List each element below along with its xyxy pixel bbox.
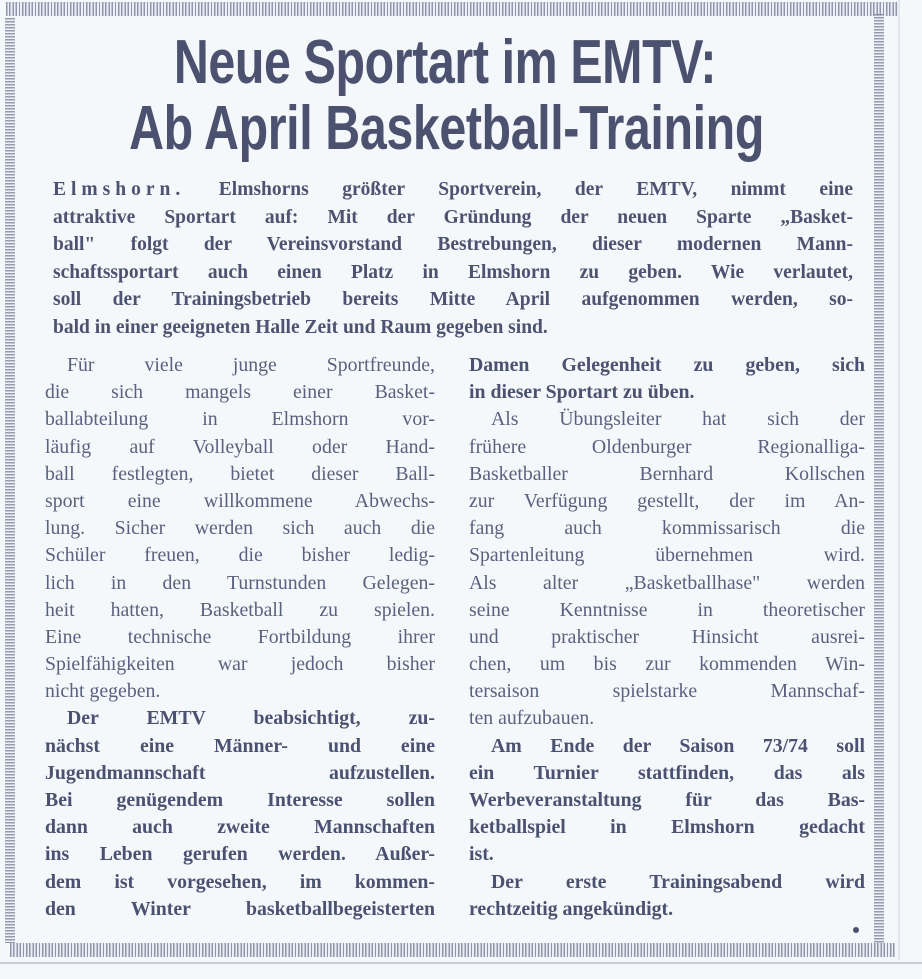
body-line: ist. — [469, 843, 494, 866]
body-line: Damen Gelegenheit zu geben, sich — [469, 354, 865, 376]
body-line: Jugendmannschaft aufzustellen. — [45, 761, 435, 784]
body-line: ballabteilung in Elmshorn vor- — [45, 408, 435, 431]
page-edge-shadow — [0, 962, 922, 964]
body-line: dann auch zweite Mannschaften — [45, 816, 435, 839]
lead-line: bald in einer geeigneten Halle Zeit und Raum gegeben sind. — [53, 316, 548, 338]
body-line: Am Ende der Saison 73/74 soll — [491, 734, 865, 757]
body-line: nächst eine Männer- und eine — [45, 734, 435, 757]
body-line: ball festlegten, bietet dieser Ball- — [45, 462, 435, 485]
lead-line: soll der Trainingsbetrieb bereits Mitte April aufgenommen werden, so- — [53, 289, 853, 311]
body-line: tersaison spielstarke Mannschaf- — [469, 680, 865, 703]
dateline: Elmshorn. — [53, 179, 186, 200]
article-column-left — [45, 352, 435, 923]
body-line: lung. Sicher werden sich auch die — [45, 517, 435, 540]
body-line: Spielfähigkeiten war jedoch bisher — [45, 653, 435, 676]
body-line: ein Turnier stattfinden, das als — [469, 761, 865, 784]
body-line: rechtzeitig angekündigt. — [469, 897, 674, 920]
body-line: ketballspiel in Elmshorn gedacht — [469, 816, 865, 839]
page-right-edge — [898, 0, 900, 960]
body-line: seine Kenntnisse in theoretischer — [469, 598, 865, 621]
body-line: Spartenleitung übernehmen wird. — [469, 544, 865, 567]
body-line: lich in den Turnstunden Gelegen- — [45, 571, 435, 594]
body-line: Der erste Trainingsabend wird — [491, 870, 865, 893]
body-line: den Winter basketballbegeisterten — [45, 897, 435, 920]
body-line: chen, um bis zur kommenden Win- — [469, 653, 865, 676]
body-line: nicht gegeben. — [45, 680, 161, 703]
body-line: zur Verfügung gestellt, der im An- — [469, 489, 865, 512]
body-line: läufig auf Volleyball oder Hand- — [45, 435, 435, 458]
body-line: Als Übungsleiter hat sich der — [491, 408, 865, 431]
article-column-right — [469, 352, 865, 923]
headline-line-2: Ab April Basketball-Training — [129, 94, 764, 163]
lead-line: attraktive Sportart auf: Mit der Gründung der neuen Sparte „Basket- — [53, 206, 853, 228]
lead-line: schaftssportart auch einen Platz in Elmshorn zu geben. Wie verlautet, — [53, 261, 853, 283]
body-line: frühere Oldenburger Regionalliga- — [469, 435, 865, 458]
body-line: Werbeveranstaltung für das Bas- — [469, 789, 865, 811]
body-line: fang auch kommissarisch die — [469, 517, 865, 540]
body-line: die sich mangels einer Basket- — [45, 381, 435, 404]
bottom-border-rule — [10, 943, 895, 957]
article-lead-paragraph — [53, 176, 853, 342]
lead-line: ball" folgt der Vereinsvorstand Bestrebungen, dieser modernen Mann- — [53, 234, 853, 256]
body-line: dem ist vorgesehen, im kommen- — [45, 870, 435, 893]
top-border-rule — [6, 2, 899, 16]
body-line: heit hatten, Basketball zu spielen. — [45, 598, 435, 621]
body-line: ten aufzubauen. — [469, 707, 595, 730]
body-line: Als alter „Basketballhase" werden — [469, 571, 865, 594]
right-border-rule — [874, 14, 884, 944]
headline-line-1: Neue Sportart im EMTV: — [173, 28, 717, 97]
body-line: ins Leben gerufen werden. Außer- — [45, 843, 435, 866]
body-line: Für viele junge Sportfreunde, — [67, 354, 435, 376]
body-line: sport eine willkommene Abwechs- — [45, 489, 435, 512]
body-line: Basketballer Bernhard Kollschen — [469, 462, 865, 485]
body-line: in dieser Sportart zu üben. — [469, 381, 695, 404]
left-border-rule — [5, 18, 15, 943]
lead-line-text: Elmshorns größter Sportverein, der EMTV, nimmt eine — [218, 179, 853, 200]
lead-line — [53, 176, 853, 204]
article-headline — [129, 28, 764, 163]
body-line: Der EMTV beabsichtigt, zu- — [67, 707, 435, 730]
end-mark-dot-icon — [853, 927, 859, 933]
body-line: Schüler freuen, die bisher ledig- — [45, 544, 435, 567]
body-line: Bei genügendem Interesse sollen — [45, 789, 435, 811]
body-line: Eine technische Fortbildung ihrer — [45, 625, 435, 648]
body-line: und praktischer Hinsicht ausrei- — [469, 625, 865, 648]
